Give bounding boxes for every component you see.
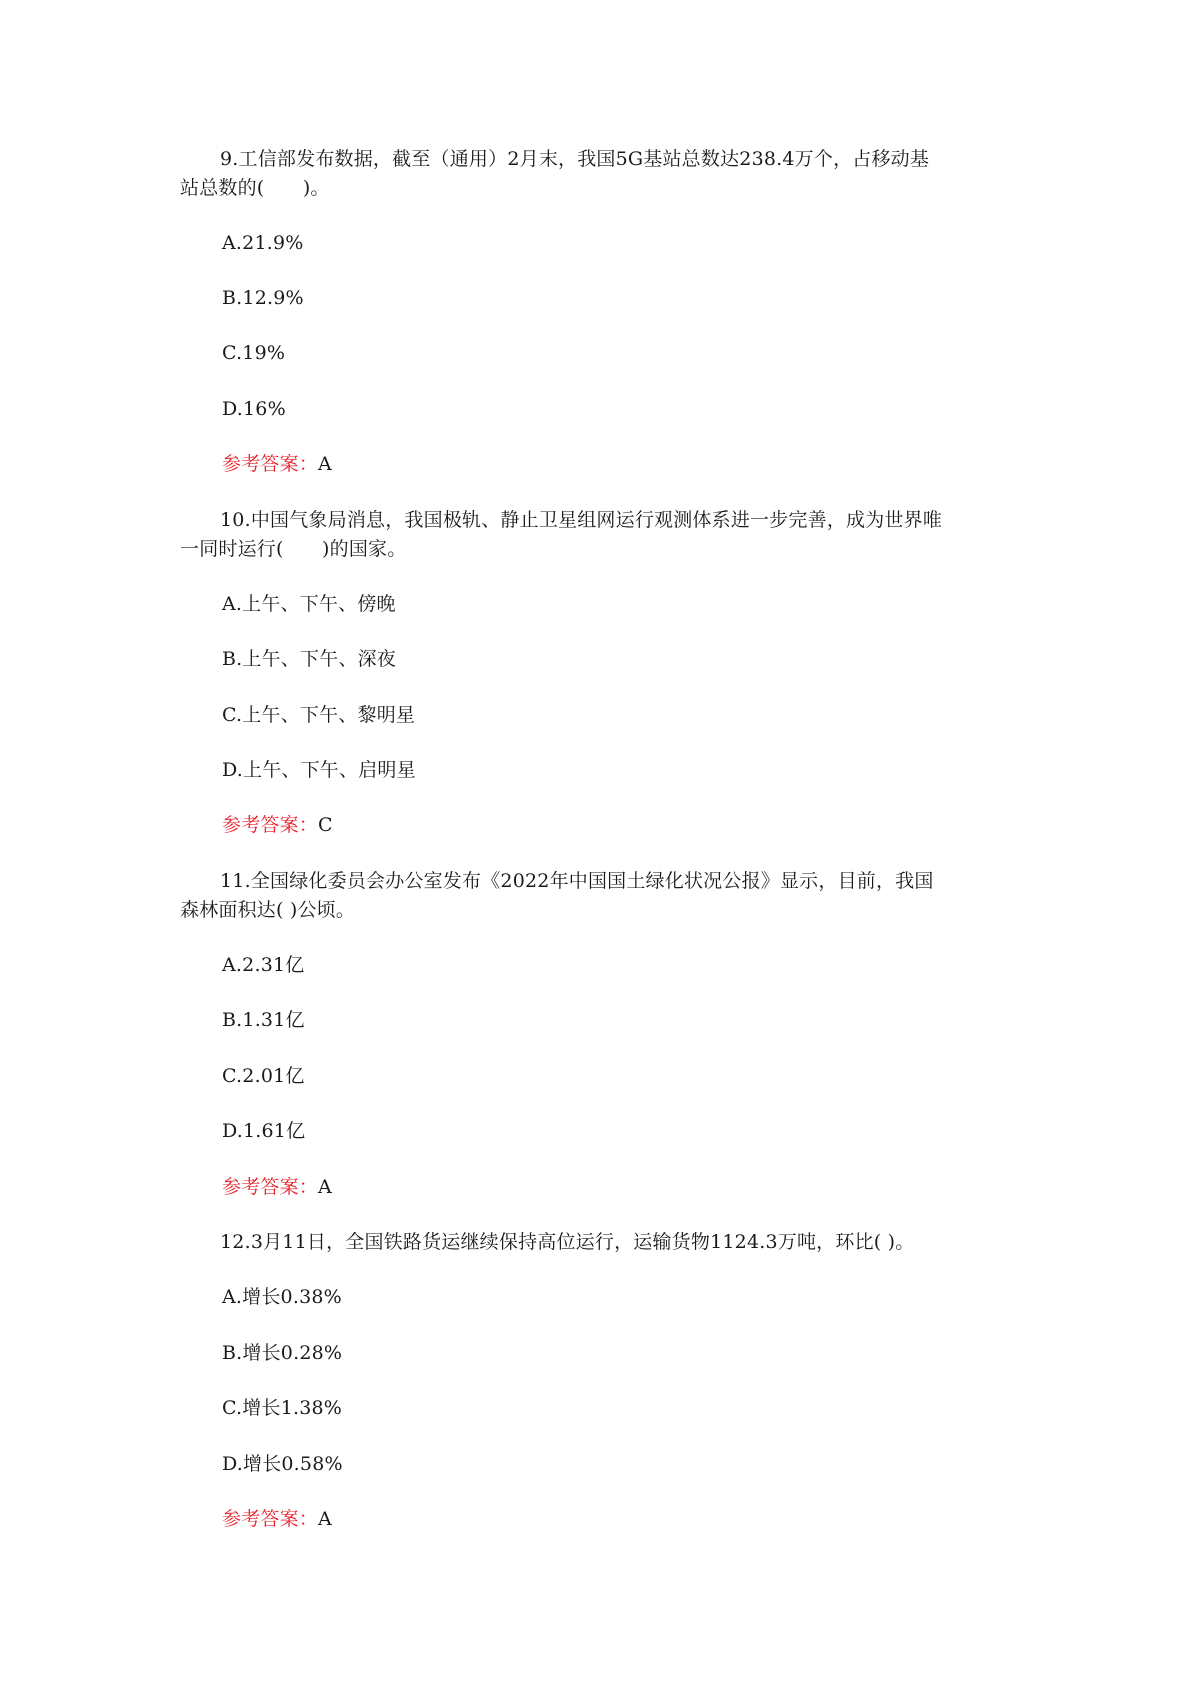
answer-label: 参考答案： [222, 814, 319, 836]
question-12-option-d: D.增长0.58% [222, 1453, 343, 1475]
question-10-stem-line1: 10.中国气象局消息，我国极轨、静止卫星组网运行观测体系进一步完善，成为世界唯 [220, 509, 943, 531]
question-10-answer [222, 812, 333, 838]
question-9-option-c: C.19% [222, 342, 286, 364]
question-10-option-b: B.上午、下午、深夜 [222, 648, 397, 670]
question-9-option-a: A.21.9% [222, 232, 304, 254]
question-11-option-a: A.2.31亿 [222, 954, 305, 976]
answer-label: 参考答案： [222, 453, 319, 475]
answer-label: 参考答案： [222, 1176, 319, 1198]
question-10-option-d: D.上午、下午、启明星 [222, 759, 416, 781]
question-10-option-c: C.上午、下午、黎明星 [222, 704, 416, 726]
question-11-option-c: C.2.01亿 [222, 1065, 305, 1087]
answer-value: A [318, 1508, 332, 1530]
question-12-option-c: C.增长1.38% [222, 1397, 343, 1419]
question-9-answer [222, 451, 332, 477]
question-11-stem-line1: 11.全国绿化委员会办公室发布《2022年中国国土绿化状况公报》显示，目前，我国 [220, 870, 934, 892]
question-12-answer [222, 1506, 332, 1532]
question-9-stem-line1: 9.工信部发布数据，截至（通用）2月末，我国5G基站总数达238.4万个，占移动基 [220, 148, 930, 170]
answer-value: A [318, 1176, 332, 1198]
question-11-option-d: D.1.61亿 [222, 1120, 306, 1142]
question-11-option-b: B.1.31亿 [222, 1009, 305, 1031]
question-10-option-a: A.上午、下午、傍晚 [222, 593, 396, 615]
question-9-option-d: D.16% [222, 398, 286, 420]
answer-label: 参考答案： [222, 1508, 319, 1530]
answer-value: C [318, 814, 333, 836]
question-12-option-b: B.增长0.28% [222, 1342, 343, 1364]
answer-value: A [318, 453, 332, 475]
question-9-option-b: B.12.9% [222, 287, 304, 309]
question-12-option-a: A.增长0.38% [222, 1286, 342, 1308]
question-12-stem-line1: 12.3月11日，全国铁路货运继续保持高位运行，运输货物1124.3万吨，环比( )。 [220, 1231, 915, 1253]
question-10-stem-line2: 一同时运行( )的国家。 [180, 538, 407, 560]
question-11-stem-line2: 森林面积达( )公顷。 [180, 899, 356, 921]
question-11-answer [222, 1174, 332, 1200]
question-9-stem-line2: 站总数的( )。 [180, 177, 330, 199]
